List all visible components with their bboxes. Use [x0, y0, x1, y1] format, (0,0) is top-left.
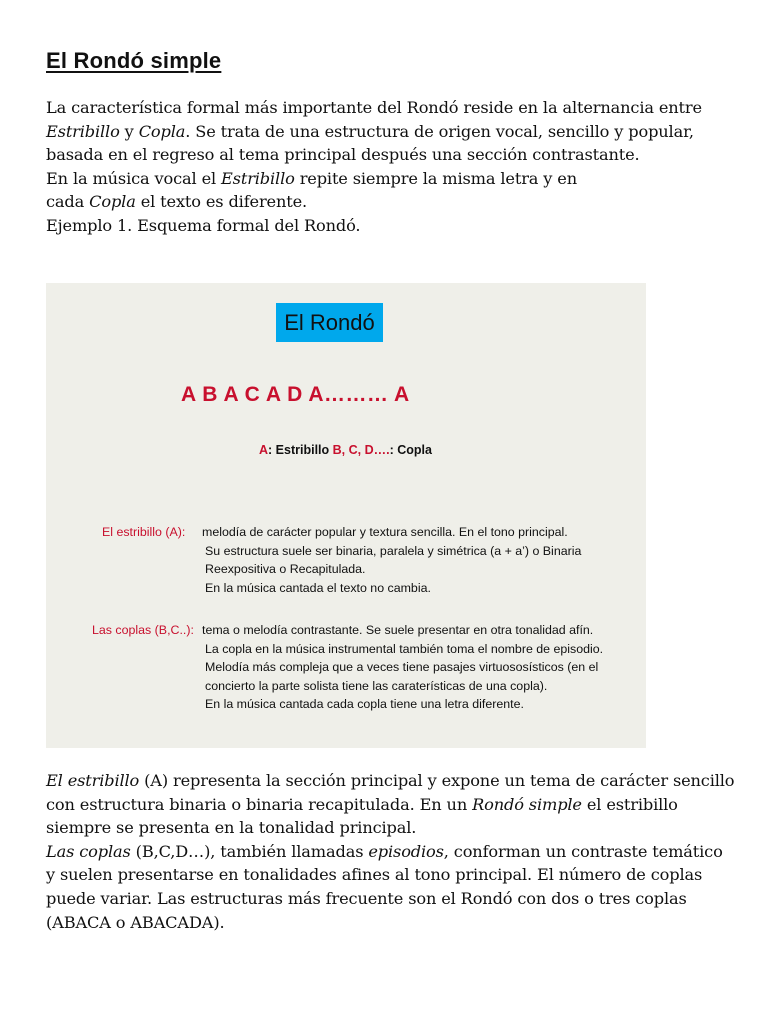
italic-term: Las coplas — [46, 841, 131, 861]
legend-a-text: : Estribillo — [268, 443, 333, 457]
italic-term: Rondó simple — [472, 794, 582, 814]
text-run: (B,C,D…), también llamadas — [130, 841, 369, 861]
italic-term: episodios — [368, 841, 444, 861]
rondo-scheme-figure — [46, 283, 646, 748]
explanation-text — [46, 769, 736, 934]
coplas-line: tema o melodía contrastante. Se suele presentar en otra tonalidad afín. — [202, 623, 594, 637]
coplas-label: Las coplas (B,C..): — [92, 623, 194, 637]
explanation-paragraph-1 — [46, 769, 736, 840]
legend-a: A — [259, 443, 269, 457]
italic-term: Copla — [138, 121, 186, 141]
explanation-paragraph-2 — [46, 840, 736, 934]
coplas-line: concierto la parte solista tiene las caraterísticas de una copla). — [205, 678, 548, 693]
text-run: el texto es diferente. — [135, 192, 308, 212]
figure-title: El Rondó — [276, 303, 383, 342]
intro-paragraph-1 — [46, 96, 736, 167]
estribillo-line: En la música cantada el texto no cambia. — [205, 580, 431, 595]
estribillo-line: Reexpositiva o Recapitulada. — [205, 562, 366, 577]
italic-term: Estribillo — [46, 121, 120, 141]
coplas-line: Melodía más compleja que a veces tiene pasajes virtuososísticos (en el — [205, 660, 599, 675]
text-run: y — [119, 121, 139, 141]
intro-text — [46, 96, 736, 238]
italic-term: Copla — [89, 192, 136, 212]
text-run: cada — [46, 192, 90, 212]
text-run: En la música vocal el — [46, 168, 222, 188]
coplas-line: La copla en la música instrumental también toma el nombre de episodio. — [205, 641, 604, 656]
text-run: repite siempre la misma letra y en — [294, 168, 577, 188]
text-run: el estribillo siempre se presenta en la tonalidad principal. — [46, 794, 678, 838]
italic-term: El estribillo — [46, 771, 140, 790]
coplas-line: En la música cantada cada copla tiene una letra diferente. — [205, 697, 524, 712]
legend-bcd-text: : Copla — [389, 443, 432, 457]
legend-bcd: B, C, D…. — [332, 443, 390, 457]
figure-legend — [259, 443, 432, 457]
estribillo-line: Su estructura suele ser binaria, paralela y simétrica (a + a’) o Binaria — [205, 543, 582, 558]
text-run: (A) representa la sección principal y expone un tema de carácter sencillo con estructura binaria o binaria recapitulada. En un — [46, 771, 735, 814]
page-title: El Rondó simple — [46, 48, 222, 73]
italic-term: Estribillo — [221, 168, 295, 188]
text-run: , conforman un contraste temático y suelen presentarse en tonalidades afines al tono principal. El número de coplas puede variar. Las estructuras más frecuente son el Rondó con dos o tres coplas (ABACA o ABACADA). — [46, 841, 723, 932]
form-sequence: A B A C A D A……… A — [181, 383, 410, 406]
estribillo-label: El estribillo (A): — [102, 525, 186, 539]
text-run: La característica formal más importante del Rondó reside en la alternancia entre — [46, 98, 702, 117]
estribillo-line: melodía de carácter popular y textura sencilla. En el tono principal. — [202, 525, 568, 539]
figure-caption: Ejemplo 1. Esquema formal del Rondó. — [46, 215, 361, 235]
text-run: . Se trata de una estructura de origen vocal, sencillo y popular, basada en el regreso al tema principal después una sección contrastante. — [46, 121, 694, 165]
intro-paragraph-2 — [46, 167, 736, 214]
